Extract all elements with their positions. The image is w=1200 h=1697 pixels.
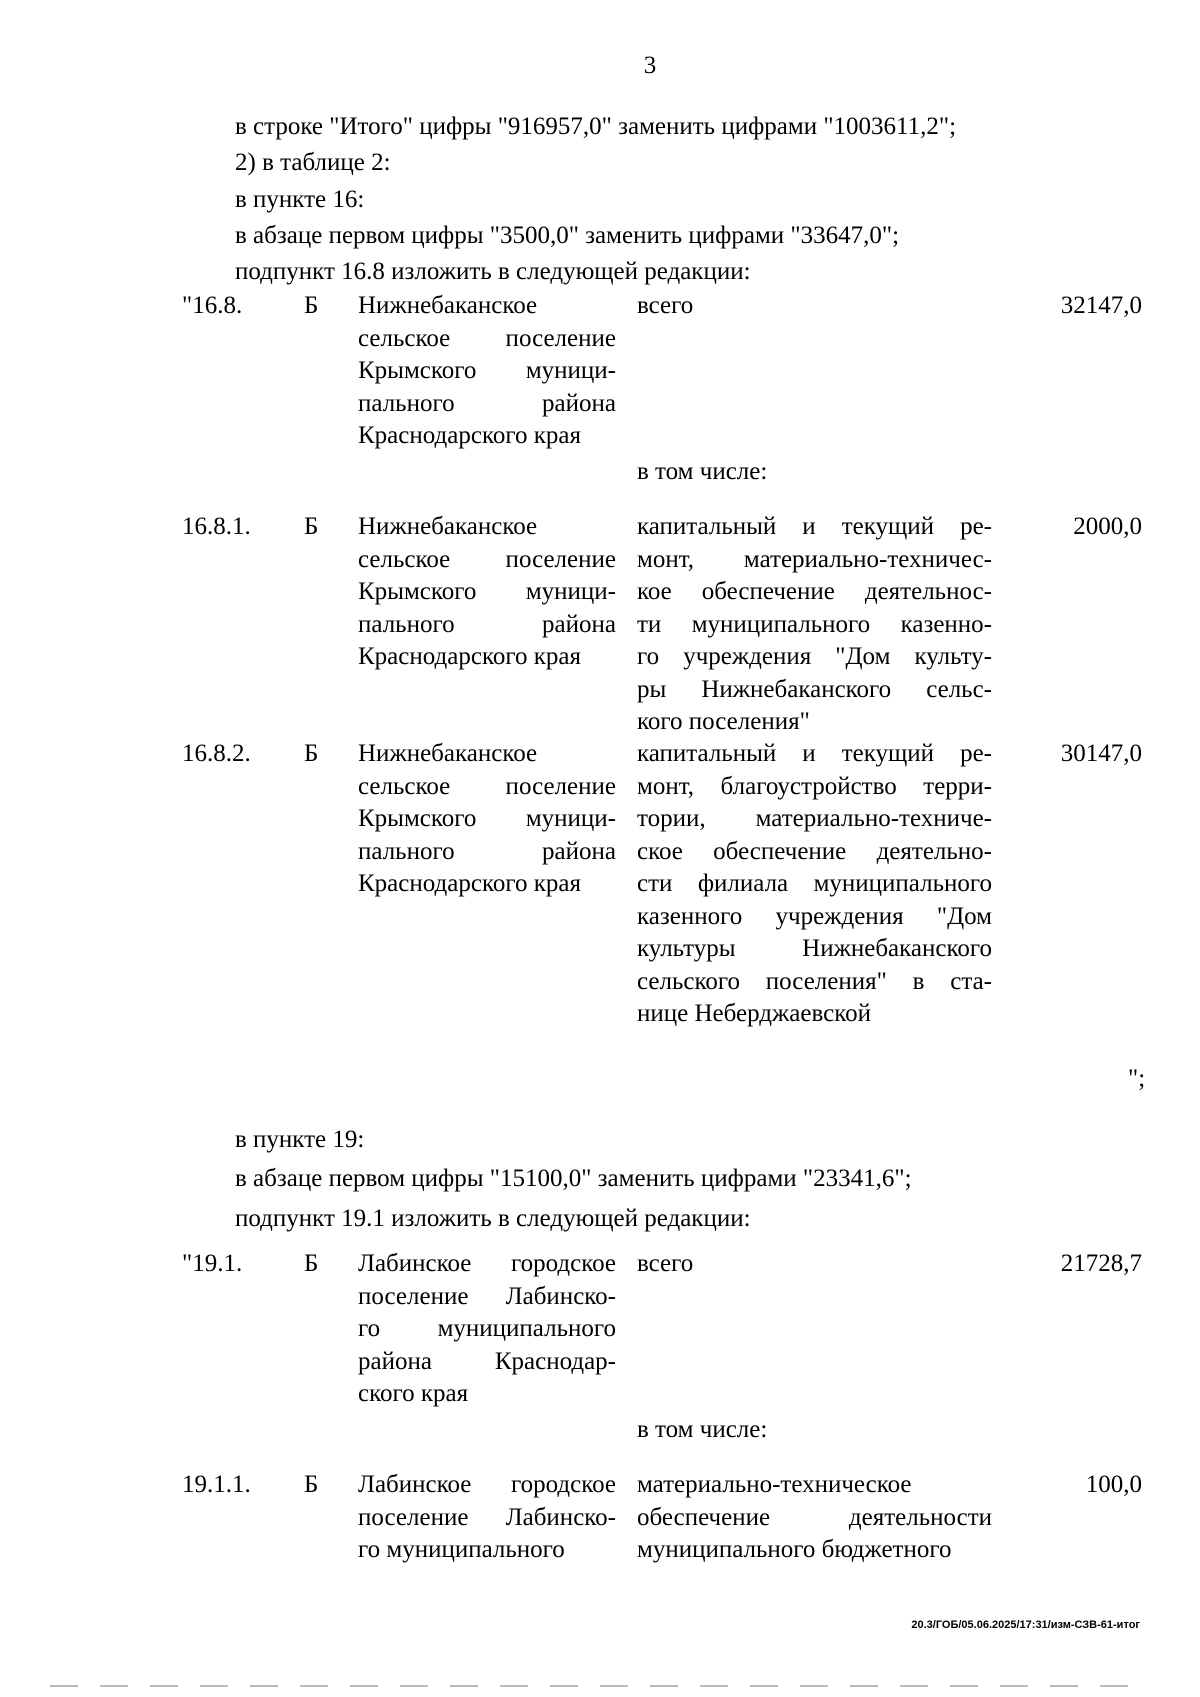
purpose-description-line: нице Неберджаевской bbox=[637, 1000, 871, 1027]
purpose-description-line: го учреждения "Дом культу- bbox=[637, 643, 992, 670]
recipient-name bbox=[358, 290, 616, 453]
recipient-name bbox=[358, 1469, 616, 1567]
recipient-name-line: сельское поселение bbox=[358, 772, 616, 800]
purpose-description-line: монт, благоустройство терри- bbox=[637, 772, 992, 800]
paragraph-abzac19: в абзаце первом цифры "15100,0" заменить цифрами "23341,6"; bbox=[235, 1165, 912, 1192]
recipient-name-line: района Краснодар- bbox=[358, 1347, 616, 1375]
row-number: "19.1. bbox=[182, 1250, 243, 1277]
paragraph-podpunkt168: подпункт 16.8 изложить в следующей редакции: bbox=[235, 258, 751, 285]
row-number: 16.8.1. bbox=[182, 513, 251, 540]
purpose-description-line: ти муниципального казенно- bbox=[637, 610, 992, 638]
recipient-name-line: Краснодарского края bbox=[358, 643, 581, 670]
recipient-name-line: сельское поселение bbox=[358, 545, 616, 573]
recipient-name-line: поселение Лабинско- bbox=[358, 1282, 616, 1310]
purpose-description-line: тории, материально-техниче- bbox=[637, 805, 992, 832]
recipient-name-line: пального района bbox=[358, 837, 616, 865]
recipient-name-line: поселение Лабинско- bbox=[358, 1503, 616, 1531]
recipient-name-line: Лабинское городское bbox=[358, 1250, 616, 1277]
row-number: "16.8. bbox=[182, 292, 243, 319]
paragraph-podpunkt191: подпункт 19.1 изложить в следующей редакции: bbox=[235, 1205, 751, 1232]
budget-code: Б bbox=[304, 292, 319, 319]
recipient-name-line: ского края bbox=[358, 1380, 469, 1407]
purpose-description bbox=[637, 738, 992, 1031]
purpose-description-line: в том числе: bbox=[637, 458, 768, 485]
recipient-name-line: Нижнебаканское bbox=[358, 292, 538, 319]
purpose-description-line: всего bbox=[637, 1250, 694, 1277]
amount-value: 30147,0 bbox=[1060, 740, 1142, 767]
purpose-description bbox=[637, 290, 992, 323]
budget-code: Б bbox=[304, 1250, 319, 1277]
budget-code: Б bbox=[304, 513, 319, 540]
purpose-description-line: в том числе: bbox=[637, 1416, 768, 1443]
recipient-name-line: го муниципального bbox=[358, 1315, 616, 1342]
purpose-description-line: капитальный и текущий ре- bbox=[637, 740, 992, 767]
purpose-description-line: культуры Нижнебаканского bbox=[637, 935, 992, 962]
recipient-name-line: Нижнебаканское bbox=[358, 740, 538, 767]
purpose-description bbox=[637, 1414, 992, 1447]
purpose-description bbox=[637, 511, 992, 739]
budget-code: Б bbox=[304, 740, 319, 767]
purpose-description-line: сти филиала муниципального bbox=[637, 870, 992, 897]
recipient-name-line: Краснодарского края bbox=[358, 422, 581, 449]
recipient-name bbox=[358, 1248, 616, 1411]
recipient-name-line: Крымского муници- bbox=[358, 357, 616, 384]
paragraph-punkt16: в пункте 16: bbox=[235, 186, 365, 213]
purpose-description-line: сельского поселения" в ста- bbox=[637, 967, 992, 995]
paragraph-itogo: в строке "Итого" цифры "916957,0" заменить цифрами "1003611,2"; bbox=[235, 113, 957, 140]
row-number: 19.1.1. bbox=[182, 1471, 251, 1498]
paragraph-abzac16: в абзаце первом цифры "3500,0" заменить цифрами "33647,0"; bbox=[235, 222, 900, 249]
purpose-description-line: материально-техническое bbox=[637, 1471, 912, 1498]
recipient-name-line: сельское поселение bbox=[358, 324, 616, 352]
recipient-name-line: го муниципального bbox=[358, 1536, 565, 1563]
budget-code: Б bbox=[304, 1471, 319, 1498]
purpose-description-line: муниципального бюджетного bbox=[637, 1536, 952, 1563]
purpose-description-line: монт, материально-техничес- bbox=[637, 545, 992, 573]
page-number: 3 bbox=[643, 52, 657, 79]
document-footer-code: 20.3/ГОБ/05.06.2025/17:31/изм-СЗВ-61-итог bbox=[911, 1619, 1140, 1631]
purpose-description-line: всего bbox=[637, 292, 694, 319]
recipient-name-line: Краснодарского края bbox=[358, 870, 581, 897]
paragraph-table2: 2) в таблице 2: bbox=[235, 149, 391, 176]
recipient-name-line: пального района bbox=[358, 389, 616, 417]
scan-edge-line bbox=[50, 1685, 1150, 1687]
purpose-description-line: кое обеспечение деятельнос- bbox=[637, 578, 992, 605]
purpose-description-line: капитальный и текущий ре- bbox=[637, 513, 992, 540]
recipient-name bbox=[358, 511, 616, 674]
amount-value: 100,0 bbox=[1085, 1471, 1142, 1498]
purpose-description-line: ры Нижнебаканского сельс- bbox=[637, 675, 992, 703]
purpose-description bbox=[637, 1469, 992, 1567]
paragraph-punkt19: в пункте 19: bbox=[235, 1126, 365, 1153]
amount-value: 2000,0 bbox=[1073, 513, 1142, 540]
recipient-name-line: Крымского муници- bbox=[358, 578, 616, 605]
closing-quote: "; bbox=[1128, 1065, 1146, 1092]
recipient-name bbox=[358, 738, 616, 901]
purpose-description-line: кого поселения" bbox=[637, 708, 810, 735]
purpose-description-line: казенного учреждения "Дом bbox=[637, 902, 992, 930]
amount-value: 32147,0 bbox=[1060, 292, 1142, 319]
purpose-description bbox=[637, 1248, 992, 1281]
recipient-name-line: Лабинское городское bbox=[358, 1471, 616, 1498]
recipient-name-line: Нижнебаканское bbox=[358, 513, 538, 540]
purpose-description-line: ское обеспечение деятельно- bbox=[637, 837, 992, 865]
recipient-name-line: Крымского муници- bbox=[358, 805, 616, 832]
amount-value: 21728,7 bbox=[1060, 1250, 1142, 1277]
row-number: 16.8.2. bbox=[182, 740, 251, 767]
purpose-description bbox=[637, 456, 992, 489]
purpose-description-line: обеспечение деятельности bbox=[637, 1503, 992, 1531]
recipient-name-line: пального района bbox=[358, 610, 616, 638]
